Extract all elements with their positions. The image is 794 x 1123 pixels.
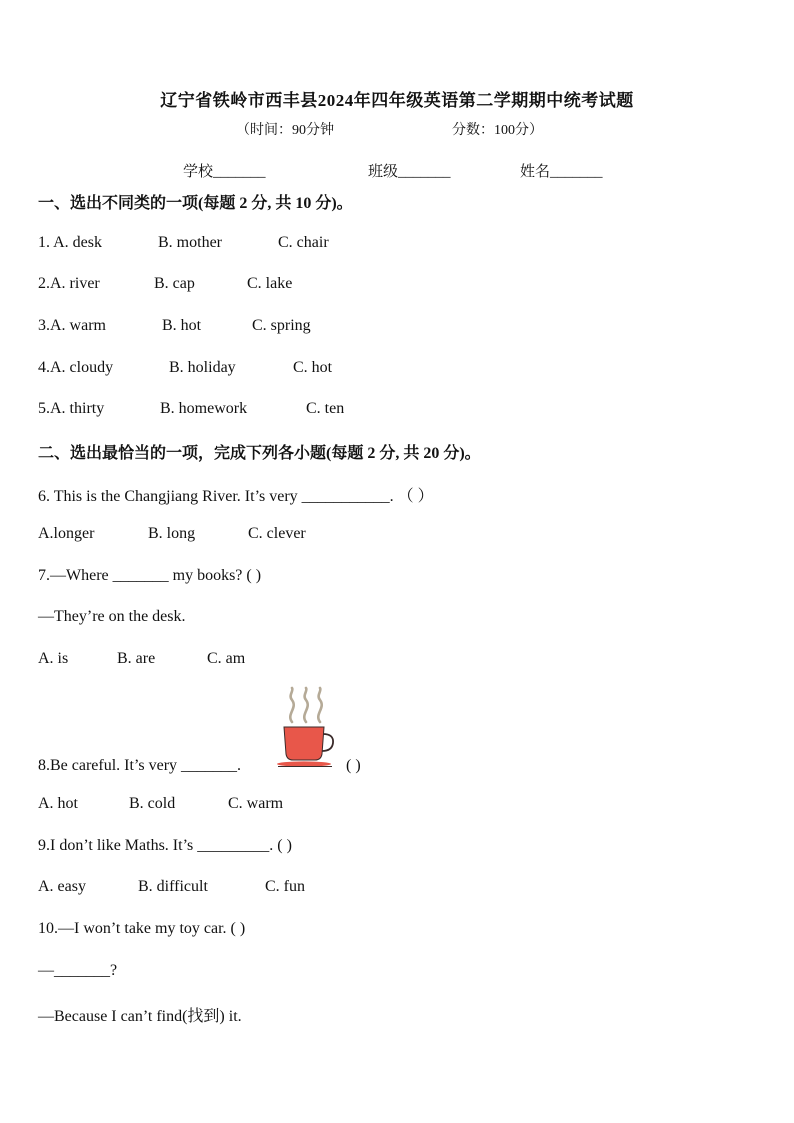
q1-option-c: C. chair xyxy=(278,234,329,251)
section1-heading: 一、选出不同类的一项(每题 2 分, 共 10 分)。 xyxy=(38,195,353,212)
school-field: 学校_______ xyxy=(183,164,266,180)
page-title: 辽宁省铁岭市西丰县2024年四年级英语第二学期期中统考试题 xyxy=(160,91,634,110)
q3-option-b: B. hot xyxy=(162,317,202,334)
q6-option-c: C. clever xyxy=(248,525,306,542)
q9-option-c: C. fun xyxy=(265,878,305,895)
q4-option-b: B. holiday xyxy=(169,359,236,376)
q5-option-b: B. homework xyxy=(160,400,248,417)
q8-paren: ( ) xyxy=(346,757,361,774)
q6-option-a: A.longer xyxy=(38,525,95,542)
q10-blank: —_______? xyxy=(38,962,118,979)
q2-option-c: C. lake xyxy=(247,275,293,292)
q1-option-b: B. mother xyxy=(158,234,222,251)
class-field: 班级_______ xyxy=(368,164,451,180)
name-field: 姓名_______ xyxy=(520,164,603,180)
q1-option-a: 1. A. desk xyxy=(38,234,102,251)
q7-reply: —They’re on the desk. xyxy=(38,608,186,625)
q7-option-c: C. am xyxy=(207,650,246,667)
q6-stem: 6. This is the Changjiang River. It’s very ___________. （ ） xyxy=(38,488,434,505)
hot-tea-cup-icon xyxy=(276,686,338,772)
q6-option-b: B. long xyxy=(148,525,196,542)
q4-option-c: C. hot xyxy=(293,359,333,376)
q9-option-a: A. easy xyxy=(38,878,86,895)
q2-option-a: 2.A. river xyxy=(38,275,100,292)
q4-option-a: 4.A. cloudy xyxy=(38,359,114,376)
q9-option-b: B. difficult xyxy=(138,878,208,895)
q5-option-a: 5.A. thirty xyxy=(38,400,105,417)
q7-option-b: B. are xyxy=(117,650,156,667)
q8-option-a: A. hot xyxy=(38,795,78,812)
q8-option-c: C. warm xyxy=(228,795,284,812)
q10-reply: —Because I can’t find(找到) it. xyxy=(38,1008,242,1025)
q2-option-b: B. cap xyxy=(154,275,195,292)
q8-stem: 8.Be careful. It’s very _______. xyxy=(38,757,242,774)
q10-stem: 10.—I won’t take my toy car. ( ) xyxy=(38,920,246,937)
q7-option-a: A. is xyxy=(38,650,69,667)
q5-option-c: C. ten xyxy=(306,400,345,417)
q9-stem: 9.I don’t like Maths. It’s _________. ( ) xyxy=(38,837,292,854)
exam-score: 分数：100分） xyxy=(452,123,543,138)
q8-option-b: B. cold xyxy=(129,795,176,812)
q3-option-a: 3.A. warm xyxy=(38,317,106,334)
q3-option-c: C. spring xyxy=(252,317,311,334)
section2-heading: 二、选出最恰当的一项，完成下列各小题(每题 2 分, 共 20 分)。 xyxy=(38,445,481,462)
exam-time: （时间：90分钟 xyxy=(236,123,334,138)
q7-stem: 7.—Where _______ my books? ( ) xyxy=(38,567,262,584)
